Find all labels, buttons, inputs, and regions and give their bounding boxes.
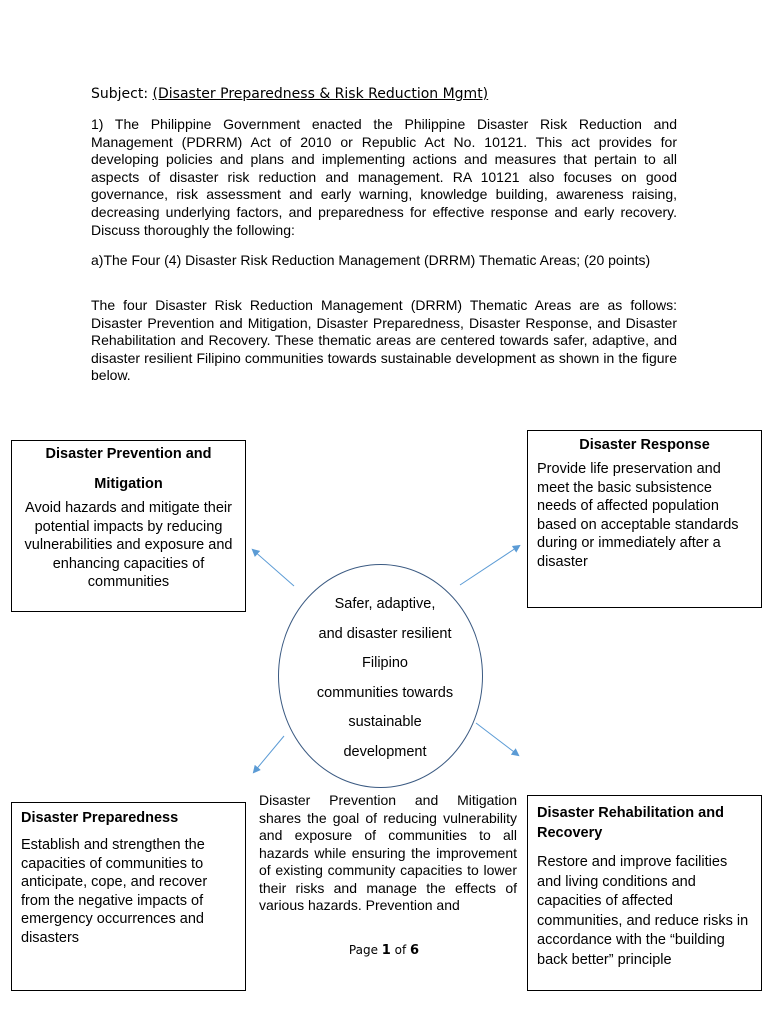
continuation-text: Disaster Prevention and Mitigation shares the goal of reducing vulnerability and exposure of communities to all hazards while ensuring the improvement of existing community capacities to lower their risks and manage the effects of various hazards. Prevention and	[259, 792, 517, 913]
footer-page-number: 1	[381, 943, 391, 958]
prevention-title	[12, 440, 245, 499]
response-title: Disaster Response	[579, 437, 710, 453]
paragraph-question: a)The Four (4) Disaster Risk Reduction Management (DRRM) Thematic Areas; (20 points)	[91, 252, 651, 268]
subject-title: (Disaster Preparedness & Risk Reduction Mgmt)	[152, 86, 489, 102]
page-footer	[0, 943, 768, 958]
prevention-title-line2: Mitigation	[94, 475, 163, 492]
arrow-to-rehabilitation	[476, 723, 518, 755]
footer-page-word: Page	[348, 943, 382, 957]
arrow-to-preparedness	[254, 736, 284, 772]
prevention-title-line1: Disaster Prevention and	[45, 446, 212, 462]
footer-of-word: of	[390, 943, 411, 957]
center-line: sustainable	[348, 714, 422, 731]
center-line: and disaster resilient	[318, 625, 452, 642]
arrow-to-prevention	[253, 550, 294, 586]
center-line: Safer, adaptive,	[334, 596, 436, 612]
footer-total-pages: 6	[410, 943, 420, 958]
paragraph-intro: 1) The Philippine Government enacted the Philippine Disaster Risk Reduction and Management (PDRRM) Act of 2010 or Republic Act No. 10121. This act provides for developing policies and plans and implementing actions and measures that pertain to all aspects of disaster risk reduction and management. RA 10121 also focuses on good governance, risk assessment and early warning, knowledge building, awareness raising, decreasing underlying factors, and preparedness for effective response and early recovery. Discuss thoroughly the following:	[91, 116, 677, 238]
prevention-body: Avoid hazards and mitigate their potential impacts by reducing vulnerabilities and exposure and enhancing capacities of communities	[24, 500, 233, 590]
preparedness-title: Disaster Preparedness	[21, 810, 179, 826]
center-line: communities towards	[316, 684, 454, 701]
prevention-box	[11, 440, 246, 612]
center-text	[290, 590, 480, 768]
response-body: Provide life preservation and meet the basic subsistence needs of affected population based on acceptable standards during or immediately after a disaster	[537, 461, 739, 570]
subject-label: Subject:	[91, 86, 153, 102]
arrow-to-response	[460, 546, 519, 585]
preparedness-box	[11, 802, 246, 991]
center-line: Filipino	[362, 655, 408, 672]
rehabilitation-title: Disaster Rehabilitation and Recovery	[537, 805, 724, 841]
rehabilitation-box	[527, 795, 762, 991]
rehabilitation-body: Restore and improve facilities and living conditions and capacities of affected communities, and reduce risks in accordance with the “building back better” principle	[537, 854, 749, 968]
response-box	[527, 430, 762, 608]
preparedness-body: Establish and strengthen the capacities of communities to anticipate, cope, and recover from the negative impacts of emergency occurrences and disasters	[21, 837, 208, 946]
paragraph-answer: The four Disaster Risk Reduction Management (DRRM) Thematic Areas are as follows: Disaster Prevention and Mitigation, Disaster Preparedness, Disaster Response, and Disaster Rehabilitation and Recovery. These thematic areas are centered towards safer, adaptive, and disaster resilient Filipino communities towards sustainable development as shown in the figure below.	[91, 297, 677, 384]
center-line: development	[343, 743, 427, 760]
